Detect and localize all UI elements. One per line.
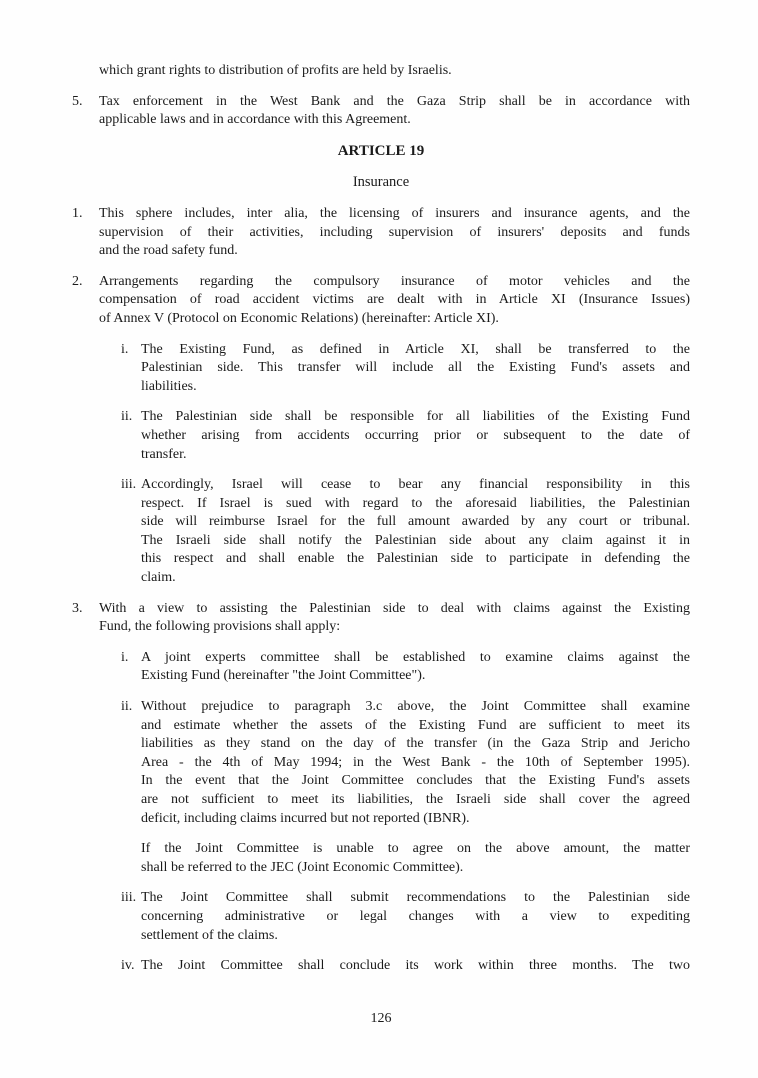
text-line: Tax enforcement in the West Bank and the Gaza Strip shall be in accordance with — [99, 93, 690, 109]
text-line: liabilities. — [141, 378, 197, 394]
text-line: applicable laws and in accordance with this Agreement. — [99, 112, 411, 128]
text-line: The Joint Committee shall submit recommendations to the Palestinian side — [141, 890, 690, 906]
item-2-sub-iii — [72, 476, 690, 588]
list-marker: 3. — [72, 600, 83, 616]
item-1 — [72, 205, 690, 261]
paragraph-lines — [141, 889, 690, 945]
text-line: Fund, the following provisions shall apply: — [99, 619, 341, 635]
text-line: side will reimburse Israel for the full amount awarded by any court or tribunal. — [141, 514, 690, 530]
paragraph-lines — [99, 93, 690, 130]
paragraph-lines — [141, 698, 690, 828]
text-line: and the road safety fund. — [99, 243, 238, 259]
list-marker: 1. — [72, 205, 83, 221]
text-line: compensation of road accident victims are dealt with in Article XI (Insurance Issues) — [99, 292, 690, 308]
text-line: Existing Fund (hereinafter "the Joint Committee"). — [141, 668, 426, 684]
text-line: supervision of their activities, including supervision of insurers' deposits and funds — [99, 224, 690, 240]
item-2-sub-ii — [72, 408, 690, 464]
article-heading: ARTICLE 19 — [337, 142, 425, 159]
list-marker: i. — [121, 649, 129, 665]
text-line: This sphere includes, inter alia, the licensing of insurers and insurance agents, and the — [99, 205, 690, 221]
list-marker: i. — [121, 341, 129, 357]
text-line: Area - the 4th of May 1994; in the West Bank - the 10th of September 1995). — [141, 754, 690, 770]
text-line: If the Joint Committee is unable to agree on the above amount, the matter — [141, 841, 690, 857]
list-marker: 5. — [72, 93, 83, 109]
paragraph-lines — [141, 476, 690, 588]
item-3-sub-ii — [72, 698, 690, 828]
paragraph-lines — [141, 341, 690, 397]
item-3-sub-i — [72, 649, 690, 686]
item-3-sub-iii — [72, 889, 690, 945]
paragraph-lines — [99, 273, 690, 329]
paragraph-lines — [99, 600, 690, 637]
text-line: which grant rights to distribution of profits are held by Israelis. — [99, 63, 452, 78]
text-line: are not sufficient to meet its liabilities, the Israeli side shall cover the agreed — [141, 792, 690, 807]
text-line: settlement of the claims. — [141, 927, 278, 943]
text-line: The Existing Fund, as defined in Article XI, shall be transferred to the — [141, 341, 690, 357]
paragraph-lines — [141, 649, 690, 686]
text-line: deficit, including claims incurred but not reported (IBNR). — [141, 810, 470, 826]
item-3-sub-iv — [72, 957, 690, 976]
text-line: transfer. — [141, 446, 187, 462]
paragraph-lines — [141, 840, 690, 877]
item-2-sub-i — [72, 341, 690, 397]
list-marker: 2. — [72, 273, 83, 289]
text-line: and estimate whether the assets of the Existing Fund are sufficient to meet its — [141, 717, 690, 733]
text-line: shall be referred to the JEC (Joint Economic Committee). — [141, 859, 464, 875]
text-line: Without prejudice to paragraph 3.c above, the Joint Committee shall examine — [141, 699, 690, 715]
text-line: The Israeli side shall notify the Palestinian side about any claim against it in — [141, 532, 690, 548]
paragraph-continuation-4 — [72, 62, 690, 81]
list-marker: ii. — [121, 699, 133, 715]
text-line: respect. If Israel is sued with regard to the aforesaid liabilities, the Palestinian — [141, 495, 690, 511]
text-line: claim. — [141, 570, 176, 586]
list-marker: iii. — [121, 890, 137, 906]
document-blocks — [72, 62, 690, 976]
text-line: of Annex V (Protocol on Economic Relations) (hereinafter: Article XI). — [99, 310, 499, 326]
paragraph-lines — [141, 957, 690, 976]
item-2 — [72, 273, 690, 329]
paragraph-lines — [99, 205, 690, 261]
paragraph-lines — [141, 408, 690, 464]
text-line: concerning administrative or legal changes with a view to expediting — [141, 908, 690, 924]
text-line: In the event that the Joint Committee concludes that the Existing Fund's assets — [141, 773, 690, 789]
text-line: A joint experts committee shall be established to examine claims against the — [141, 649, 690, 665]
text-line: Palestinian side. This transfer will include all the Existing Fund's assets and — [141, 360, 690, 376]
list-marker: iv. — [121, 958, 135, 974]
text-line: Arrangements regarding the compulsory insurance of motor vehicles and the — [99, 273, 690, 289]
text-line: liabilities as they stand on the day of the transfer (in the Gaza Strip and Jericho — [141, 736, 690, 752]
text-line: this respect and shall enable the Palestinian side to participate in defending the — [141, 551, 690, 567]
list-marker: iii. — [121, 477, 137, 493]
list-marker: ii. — [121, 409, 133, 425]
text-line: The Joint Committee shall conclude its work within three months. The two — [141, 958, 690, 974]
text-line: whether arising from accidents occurring prior or subsequent to the date of — [141, 427, 690, 443]
paragraph-lines — [99, 62, 690, 81]
article-subheading: Insurance — [352, 174, 410, 191]
page-number: 126 — [370, 1010, 392, 1026]
item-3-sub-ii-continuation — [72, 840, 690, 877]
item-3 — [72, 600, 690, 637]
text-line: The Palestinian side shall be responsible for all liabilities of the Existing Fund — [141, 409, 690, 425]
text-line: Accordingly, Israel will cease to bear any financial responsibility in this — [141, 477, 690, 493]
item-5 — [72, 93, 690, 130]
text-line: With a view to assisting the Palestinian side to deal with claims against the Existing — [99, 600, 690, 616]
